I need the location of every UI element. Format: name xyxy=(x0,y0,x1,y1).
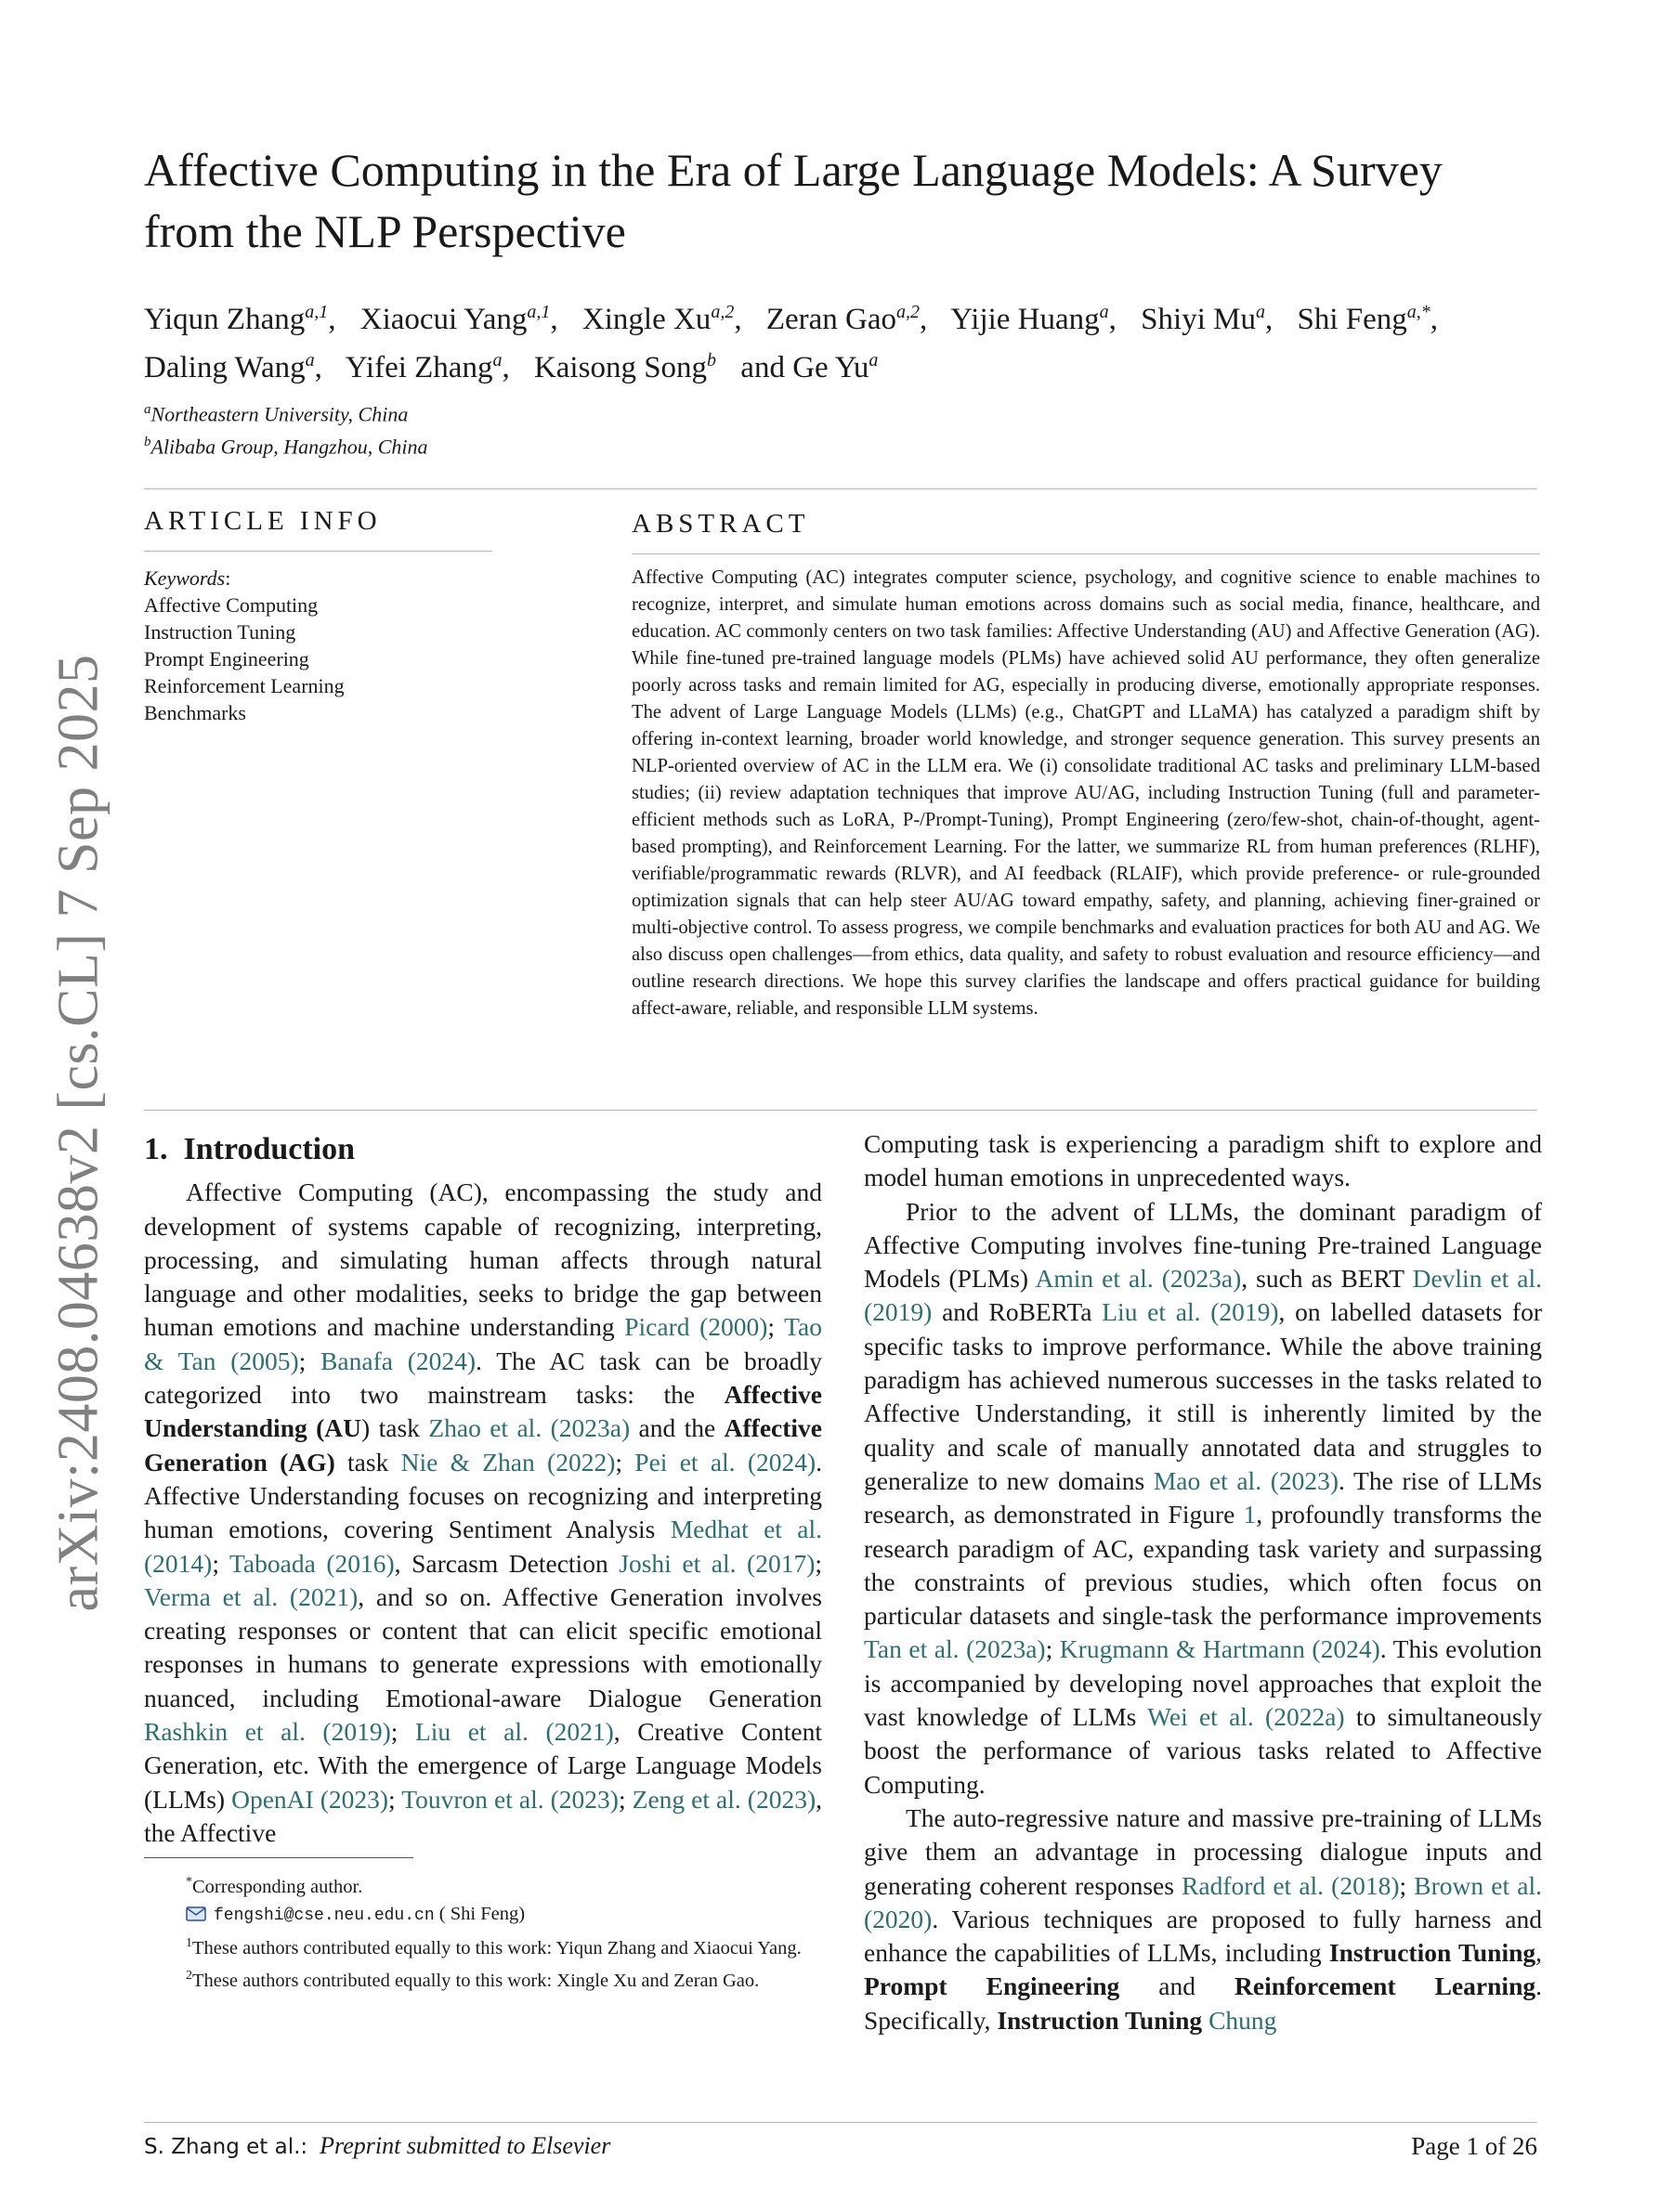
citation-link[interactable]: Banafa (2024) xyxy=(320,1346,477,1375)
citation-link[interactable]: Tan et al. (2023a) xyxy=(864,1634,1046,1664)
footnote-email: fengshi@cse.neu.edu.cn ( Shi Feng) xyxy=(144,1901,813,1930)
citation-link[interactable]: Nie & Zhan (2022) xyxy=(400,1447,616,1477)
intro-paragraph-continued: Computing task is experiencing a paradigm shift to explore and model human emotions in unprecedented ways. xyxy=(864,1129,1542,1192)
intro-paragraph: Affective Computing (AC), encompassing the study and development of systems capable of recognizing, interpreting, processing, and simulating human affects through natural language and other modalities, seeks to bridge the gap between human emotions and machine understanding Picard (2000); Tao & Tan (2005); Banafa (2024). The AC task can be broadly categorized into two mainstream tasks: the Affective Understanding (AU) task Zhao et al. (2023a) and the Affective Generation (AG) task Nie & Zhan (2022); Pei et al. (2024). Affective Understanding focuses on recognizing and interpreting human emotions, covering Sentiment Analysis Medhat et al. (2014); Taboada (2016), Sarcasm Detection Joshi et al. (2017); Verma et al. (2021), and so on. Affective Generation involves creating responses or content that can elicit specific emotional responses in humans to generate expressions with emotionally nuanced, including Emotional-aware Dialogue Generation Rashkin et al. (2019); Liu et al. (2021), Creative Content Generation, etc. With the emergence of Large Language Models (LLMs) OpenAI (2023); Touvron et al. (2023); Zeng et al. (2023), the Affective xyxy=(144,1178,823,1847)
author: Yiqun Zhang$^{a,1}$, xyxy=(144,302,336,336)
author: Shiyi Mu$^a$, xyxy=(1141,302,1274,336)
footnotes xyxy=(144,1868,813,1994)
citation-link[interactable]: Joshi et al. (2017) xyxy=(619,1548,816,1578)
citation-link[interactable]: Picard (2000) xyxy=(624,1312,768,1342)
email-link[interactable]: fengshi@cse.neu.edu.cn xyxy=(214,1906,435,1925)
keywords-label: Keywords: xyxy=(144,566,231,590)
divider xyxy=(144,488,1537,489)
divider xyxy=(144,551,492,552)
author: Kaisong Song$^b$ xyxy=(533,350,717,384)
affiliation: $^a$Northeastern University, China xyxy=(144,402,409,426)
right-column xyxy=(864,1127,1542,2037)
citation-link[interactable]: Liu et al. (2021) xyxy=(414,1717,614,1747)
citation-link[interactable]: Tao & Tan (2005) xyxy=(144,1312,822,1375)
keyword: Benchmarks xyxy=(144,701,246,724)
citation-link[interactable]: Mao et al. (2023) xyxy=(1153,1465,1339,1495)
intro-paragraph: Prior to the advent of LLMs, the dominant paradigm of Affective Computing involves fine-tuning Pre-trained Language Models (PLMs) Amin et al. (2023a), such as BERT Devlin et al. (2019) and RoBERTa Liu et al. (2019), on labelled datasets for specific tasks to improve performance. While the above training paradigm has achieved numerous successes in the tasks related to Affective Understanding, it still is inherently limited by the quality and scale of manually annotated data and struggles to generalize to new domains Mao et al. (2023). The rise of LLMs research, as demonstrated in Figure 1, profoundly transforms the research paradigm of AC, expanding task variety and surpassing the constraints of previous studies, which often focus on particular datasets and single-task the performance improvements Tan et al. (2023a); Krugmann & Hartmann (2024). This evolution is accompanied by developing novel approaches that exploit the vast knowledge of LLMs Wei et al. (2022a) to simultaneously boost the performance of various tasks related to Affective Computing. xyxy=(864,1196,1543,1799)
footnote-1: $^1$These authors contributed equally to this work: Yiqun Zhang and Xiaocui Yang. xyxy=(186,1935,802,1958)
author: Daling Wang$^a$, xyxy=(144,350,322,384)
citation-link[interactable]: Verma et al. (2021) xyxy=(144,1581,359,1611)
citation-link[interactable]: Touvron et al. (2023) xyxy=(401,1784,619,1814)
abstract-heading: ABSTRACT xyxy=(632,509,810,539)
author: Shi Feng$^{a,*}$, xyxy=(1297,302,1438,336)
footer-rule xyxy=(144,2122,1537,2123)
section-heading-introduction: 1. Introduction xyxy=(144,1132,356,1166)
citation-link[interactable]: Brown et al. (2020) xyxy=(864,1870,1542,1933)
citation-link[interactable]: OpenAI (2023) xyxy=(231,1784,389,1814)
citation-link[interactable]: Wei et al. (2022a) xyxy=(1147,1702,1345,1732)
abstract-text: Affective Computing (AC) integrates computer science, psychology, and cognitive science to enable machines to recognize, interpret, and simulate human emotions across domains such as social media, finance, healthcare, and education. AC commonly centers on two task families: Affective Understanding (AU) and Affective Generation (AG). While fine-tuned pre-trained language models (PLMs) have achieved solid AU performance, they often generalize poorly across tasks and remain limited for AG, especially in producing diverse, emotionally appropriate responses. The advent of Large Language Models (LLMs) (e.g., ChatGPT and LLaMA) has catalyzed a paradigm shift by offering in-context learning, broader world knowledge, and stronger sequence generation. This survey presents an NLP-oriented overview of AC in the LLM era. We (i) consolidate traditional AC tasks and preliminary LLM-based studies; (ii) review adaptation techniques that improve AU/AG, including Instruction Tuning (full and parameter-efficient methods such as LoRA, P-/Prompt-Tuning), Prompt Engineering (zero/few-shot, chain-of-thought, agent-based prompting), and Reinforcement Learning. For the latter, we summarize RL from human preferences (RLHF), verifiable/programmatic rewards (RLVR), and AI feedback (RLAIF), which provide preference- or rule-grounded optimization signals that can help steer AU/AG toward empathy, safety, and planning, achieving finer-grained or multi-objective control. To assess progress, we compile benchmarks and evaluation practices for both AU and AG. We also discuss open challenges—from ethics, data quality, and safety to robust evaluation and resource efficiency—and outline research directions. We hope this survey clarifies the landscape and offers practical guidance for building affect-aware, reliable, and responsible LLM systems. xyxy=(632,567,1540,1019)
intro-paragraph: The auto-regressive nature and massive pre-training of LLMs give them an advantage in processing dialogue inputs and generating coherent responses Radford et al. (2018); Brown et al. (2020). Various techniques are proposed to fully harness and enhance the capabilities of LLMs, including Instruction Tuning, Prompt Engineering and Reinforcement Learning. Specifically, Instruction Tuning Chung xyxy=(864,1802,1543,2035)
keyword: Affective Computing xyxy=(144,593,319,617)
figure-link[interactable]: 1 xyxy=(1243,1500,1257,1529)
page-number: Page 1 of 26 xyxy=(1411,2132,1537,2160)
citation-link[interactable]: Amin et al. (2023a) xyxy=(1035,1264,1242,1294)
citation-link[interactable]: Radford et al. (2018) xyxy=(1182,1870,1400,1900)
footer-running-head: S. Zhang et al.: Preprint submitted to Elsevier xyxy=(144,2132,611,2159)
author-list xyxy=(144,292,1537,388)
citation-link[interactable]: Zhao et al. (2023a) xyxy=(428,1413,631,1443)
footnote-rule xyxy=(144,1857,413,1858)
arxiv-sidebar xyxy=(28,650,130,1616)
citation-link[interactable]: Krugmann & Hartmann (2024) xyxy=(1059,1634,1380,1664)
citation-link[interactable]: Zeng et al. (2023) xyxy=(632,1784,816,1814)
author: Yifei Zhang$^a$, xyxy=(345,350,510,384)
keyword: Reinforcement Learning xyxy=(144,674,345,697)
arxiv-id: arXiv:2408.04638v2 [cs.CL] 7 Sep 2025 xyxy=(46,654,111,1612)
divider xyxy=(632,553,1540,554)
keyword: Instruction Tuning xyxy=(144,620,296,644)
citation-link[interactable]: Taboada (2016) xyxy=(229,1548,395,1578)
citation-link[interactable]: Medhat et al. (2014) xyxy=(144,1515,822,1578)
footnote-corresponding: *Corresponding author. xyxy=(186,1875,363,1897)
affiliation: $^b$Alibaba Group, Hangzhou, China xyxy=(144,435,428,459)
divider xyxy=(144,1110,1537,1111)
author: Yijie Huang$^a$, xyxy=(950,302,1117,336)
left-column xyxy=(144,1133,822,1850)
citation-link[interactable]: Devlin et al. (2019) xyxy=(864,1264,1543,1327)
mail-icon xyxy=(186,1906,206,1921)
paper-title: Affective Computing in the Era of Large Language Models: A Survey from the NLP Perspective xyxy=(144,144,1443,257)
author-conjunction: and xyxy=(740,351,785,384)
citation-link[interactable]: Pei et al. (2024) xyxy=(634,1447,816,1477)
keyword: Prompt Engineering xyxy=(144,647,309,670)
author: Xingle Xu$^{a,2}$, xyxy=(581,302,742,336)
article-info-heading: ARTICLE INFO xyxy=(144,506,382,536)
author: Xiaocui Yang$^{a,1}$, xyxy=(359,302,558,336)
citation-link[interactable]: Chung xyxy=(1208,2005,1277,2035)
citation-link[interactable]: Rashkin et al. (2019) xyxy=(144,1717,391,1747)
keywords-block xyxy=(144,565,497,726)
author: Ge Yu$^a$ xyxy=(792,350,879,384)
citation-link[interactable]: Liu et al. (2019) xyxy=(1102,1297,1279,1327)
footnote-2: $^2$These authors contributed equally to this work: Xingle Xu and Zeran Gao. xyxy=(186,1968,760,1991)
author: Zeran Gao$^{a,2}$, xyxy=(765,302,928,336)
